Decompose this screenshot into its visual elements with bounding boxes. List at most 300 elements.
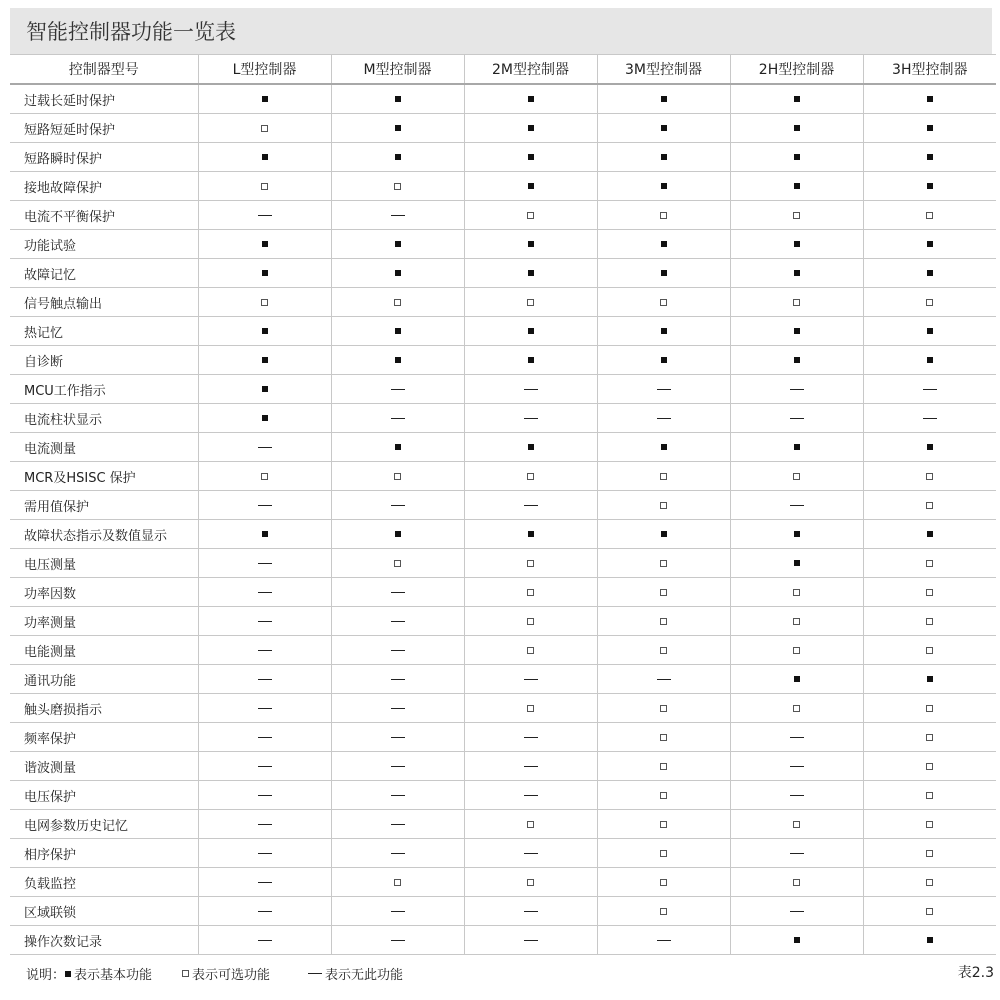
dash-icon — [524, 853, 538, 854]
function-cell — [597, 491, 730, 520]
dash-icon — [524, 795, 538, 796]
function-cell — [730, 201, 863, 230]
function-cell — [331, 201, 464, 230]
filled-square-icon — [262, 328, 268, 334]
filled-square-icon — [794, 154, 800, 160]
function-name: 短路瞬时保护 — [10, 143, 198, 172]
function-cell — [863, 549, 996, 578]
function-cell — [198, 636, 331, 665]
filled-square-icon — [262, 386, 268, 392]
function-name: 过载长延时保护 — [10, 84, 198, 114]
function-cell — [331, 143, 464, 172]
function-name: 电压保护 — [10, 781, 198, 810]
table-row — [10, 636, 996, 665]
filled-square-icon — [661, 444, 667, 450]
function-name: 谐波测量 — [10, 752, 198, 781]
function-cell — [198, 549, 331, 578]
hollow-square-icon — [793, 589, 800, 596]
function-cell — [464, 172, 597, 201]
function-cell — [863, 172, 996, 201]
filled-square-icon — [794, 676, 800, 682]
function-cell — [597, 839, 730, 868]
filled-square-icon — [927, 937, 933, 943]
filled-square-icon — [927, 183, 933, 189]
hollow-square-icon — [793, 647, 800, 654]
function-cell — [464, 636, 597, 665]
dash-icon — [258, 563, 272, 564]
dash-icon — [391, 418, 405, 419]
function-cell — [863, 201, 996, 230]
filled-square-icon — [794, 96, 800, 102]
dash-icon — [790, 389, 804, 390]
function-cell — [464, 752, 597, 781]
function-cell — [597, 375, 730, 404]
filled-square-icon — [927, 125, 933, 131]
filled-square-icon — [395, 357, 401, 363]
hollow-square-icon — [660, 589, 667, 596]
function-cell — [730, 114, 863, 143]
hollow-square-icon — [660, 908, 667, 915]
hollow-square-icon — [660, 618, 667, 625]
table-number: 表2.3 — [957, 965, 994, 981]
function-cell — [863, 288, 996, 317]
page-title: 智能控制器功能一览表 — [26, 20, 236, 44]
function-cell — [597, 897, 730, 926]
function-cell — [597, 404, 730, 433]
function-cell — [331, 317, 464, 346]
function-name: 接地故障保护 — [10, 172, 198, 201]
function-cell — [597, 665, 730, 694]
function-cell — [863, 926, 996, 955]
function-cell — [863, 462, 996, 491]
function-cell — [464, 839, 597, 868]
legend-prefix: 说明： — [26, 968, 66, 983]
function-name: 电能测量 — [10, 636, 198, 665]
dash-icon — [391, 621, 405, 622]
function-cell — [198, 839, 331, 868]
dash-icon — [790, 505, 804, 506]
table-row — [10, 781, 996, 810]
filled-square-icon — [528, 531, 534, 537]
dash-icon — [391, 215, 405, 216]
legend-none-label: 表示无此功能 — [325, 968, 404, 983]
hollow-square-icon — [527, 212, 534, 219]
legend-basic — [65, 964, 152, 983]
function-cell — [331, 752, 464, 781]
function-name: 需用值保护 — [10, 491, 198, 520]
function-cell — [597, 433, 730, 462]
function-cell — [597, 636, 730, 665]
filled-square-icon — [262, 357, 268, 363]
hollow-square-icon — [926, 821, 933, 828]
hollow-square-icon — [926, 792, 933, 799]
hollow-square-icon — [394, 560, 401, 567]
function-cell — [863, 346, 996, 375]
function-cell — [730, 259, 863, 288]
table-row — [10, 84, 996, 114]
table-row — [10, 810, 996, 839]
function-cell — [730, 404, 863, 433]
hollow-square-icon — [660, 821, 667, 828]
hollow-square-icon — [660, 850, 667, 857]
function-table — [10, 54, 996, 955]
function-cell — [597, 84, 730, 114]
column-header-model: 控制器型号 — [10, 55, 198, 85]
function-cell — [198, 230, 331, 259]
hollow-square-icon — [926, 734, 933, 741]
function-name: 功率因数 — [10, 578, 198, 607]
function-cell — [198, 404, 331, 433]
function-cell — [198, 259, 331, 288]
function-cell — [730, 839, 863, 868]
function-cell — [331, 462, 464, 491]
function-cell — [863, 868, 996, 897]
function-cell — [863, 723, 996, 752]
dash-icon — [258, 940, 272, 941]
function-name: 操作次数记录 — [10, 926, 198, 955]
filled-square-icon — [528, 328, 534, 334]
dash-icon — [391, 679, 405, 680]
function-cell — [863, 114, 996, 143]
function-cell — [863, 665, 996, 694]
function-name: 电流不平衡保护 — [10, 201, 198, 230]
table-body — [10, 84, 996, 955]
dash-icon — [391, 853, 405, 854]
table-row — [10, 723, 996, 752]
function-cell — [863, 839, 996, 868]
dash-icon — [524, 940, 538, 941]
function-cell — [464, 491, 597, 520]
function-cell — [863, 259, 996, 288]
filled-square-icon — [528, 444, 534, 450]
column-header-controller: 3H型控制器 — [863, 55, 996, 85]
function-cell — [730, 288, 863, 317]
filled-square-icon — [794, 125, 800, 131]
hollow-square-icon — [660, 879, 667, 886]
dash-icon — [524, 766, 538, 767]
function-cell — [331, 404, 464, 433]
function-cell — [331, 84, 464, 114]
hollow-square-icon — [793, 705, 800, 712]
title-bar — [10, 8, 992, 54]
table-row — [10, 259, 996, 288]
function-cell — [730, 433, 863, 462]
hollow-square-icon — [793, 473, 800, 480]
hollow-square-icon — [926, 908, 933, 915]
function-cell — [730, 665, 863, 694]
dash-icon — [524, 389, 538, 390]
function-name: 电压测量 — [10, 549, 198, 578]
dash-icon — [524, 911, 538, 912]
function-name: 负载监控 — [10, 868, 198, 897]
hollow-square-icon — [261, 183, 268, 190]
function-cell — [464, 230, 597, 259]
column-header-controller: M型控制器 — [331, 55, 464, 85]
function-cell — [464, 375, 597, 404]
dash-icon — [657, 418, 671, 419]
function-cell — [331, 346, 464, 375]
function-cell — [198, 607, 331, 636]
function-cell — [331, 375, 464, 404]
table-row — [10, 143, 996, 172]
function-cell — [198, 84, 331, 114]
hollow-square-icon — [660, 560, 667, 567]
dash-icon — [258, 592, 272, 593]
hollow-square-icon — [793, 618, 800, 625]
filled-square-icon — [927, 328, 933, 334]
function-name: 热记忆 — [10, 317, 198, 346]
dash-icon — [258, 795, 272, 796]
hollow-square-icon — [926, 212, 933, 219]
function-cell — [863, 84, 996, 114]
table-row — [10, 404, 996, 433]
function-cell — [597, 781, 730, 810]
function-cell — [730, 752, 863, 781]
hollow-square-icon — [182, 970, 189, 977]
hollow-square-icon — [527, 647, 534, 654]
function-cell — [863, 404, 996, 433]
hollow-square-icon — [793, 879, 800, 886]
filled-square-icon — [262, 96, 268, 102]
dash-icon — [258, 621, 272, 622]
hollow-square-icon — [926, 763, 933, 770]
function-cell — [863, 491, 996, 520]
function-cell — [730, 549, 863, 578]
hollow-square-icon — [793, 299, 800, 306]
hollow-square-icon — [926, 299, 933, 306]
function-cell — [464, 665, 597, 694]
hollow-square-icon — [793, 821, 800, 828]
function-cell — [730, 636, 863, 665]
hollow-square-icon — [527, 589, 534, 596]
hollow-square-icon — [793, 212, 800, 219]
function-cell — [730, 926, 863, 955]
hollow-square-icon — [660, 734, 667, 741]
hollow-square-icon — [926, 502, 933, 509]
function-cell — [464, 607, 597, 636]
dash-icon — [524, 679, 538, 680]
function-cell — [597, 143, 730, 172]
function-cell — [863, 897, 996, 926]
function-cell — [464, 114, 597, 143]
column-header-controller: 2H型控制器 — [730, 55, 863, 85]
table-row — [10, 172, 996, 201]
function-cell — [863, 317, 996, 346]
legend-none — [308, 964, 403, 983]
function-cell — [198, 723, 331, 752]
function-cell — [198, 172, 331, 201]
filled-square-icon — [395, 444, 401, 450]
filled-square-icon — [661, 125, 667, 131]
function-cell — [863, 230, 996, 259]
table-row — [10, 520, 996, 549]
function-cell — [597, 201, 730, 230]
dash-icon — [790, 737, 804, 738]
function-cell — [198, 143, 331, 172]
function-cell — [597, 752, 730, 781]
table-row — [10, 578, 996, 607]
hollow-square-icon — [926, 647, 933, 654]
function-cell — [198, 926, 331, 955]
function-cell — [730, 172, 863, 201]
hollow-square-icon — [527, 705, 534, 712]
hollow-square-icon — [660, 705, 667, 712]
function-cell — [331, 810, 464, 839]
function-cell — [730, 491, 863, 520]
filled-square-icon — [794, 531, 800, 537]
hollow-square-icon — [394, 473, 401, 480]
function-cell — [198, 897, 331, 926]
hollow-square-icon — [660, 299, 667, 306]
dash-icon — [258, 766, 272, 767]
dash-icon — [391, 389, 405, 390]
table-row — [10, 926, 996, 955]
legend-basic-label: 表示基本功能 — [74, 968, 153, 983]
function-cell — [730, 84, 863, 114]
dash-icon — [790, 795, 804, 796]
table-row — [10, 288, 996, 317]
filled-square-icon — [927, 154, 933, 160]
dash-icon — [391, 650, 405, 651]
function-cell — [198, 346, 331, 375]
function-cell — [730, 346, 863, 375]
dash-icon — [790, 418, 804, 419]
hollow-square-icon — [261, 299, 268, 306]
function-cell — [331, 665, 464, 694]
function-cell — [863, 143, 996, 172]
dash-icon — [391, 505, 405, 506]
function-cell — [198, 665, 331, 694]
function-cell — [198, 462, 331, 491]
table-row — [10, 694, 996, 723]
table-row — [10, 462, 996, 491]
hollow-square-icon — [527, 879, 534, 886]
table-row — [10, 839, 996, 868]
dash-icon — [258, 911, 272, 912]
filled-square-icon — [65, 971, 71, 977]
function-cell — [597, 114, 730, 143]
filled-square-icon — [661, 531, 667, 537]
function-cell — [198, 694, 331, 723]
dash-icon — [790, 853, 804, 854]
filled-square-icon — [927, 96, 933, 102]
filled-square-icon — [661, 183, 667, 189]
function-cell — [597, 926, 730, 955]
function-cell — [464, 201, 597, 230]
function-name: 区域联锁 — [10, 897, 198, 926]
filled-square-icon — [262, 241, 268, 247]
function-cell — [597, 346, 730, 375]
hollow-square-icon — [527, 821, 534, 828]
function-name: 功率测量 — [10, 607, 198, 636]
hollow-square-icon — [394, 299, 401, 306]
hollow-square-icon — [394, 183, 401, 190]
filled-square-icon — [528, 125, 534, 131]
function-cell — [198, 317, 331, 346]
hollow-square-icon — [660, 473, 667, 480]
function-name: 电流柱状显示 — [10, 404, 198, 433]
function-cell — [597, 230, 730, 259]
table-row — [10, 346, 996, 375]
table-row — [10, 549, 996, 578]
function-cell — [863, 636, 996, 665]
function-cell — [198, 520, 331, 549]
table-row — [10, 317, 996, 346]
dash-icon — [391, 592, 405, 593]
function-cell — [331, 549, 464, 578]
function-cell — [597, 549, 730, 578]
function-cell — [464, 897, 597, 926]
function-name: 触头磨损指示 — [10, 694, 198, 723]
function-cell — [198, 433, 331, 462]
function-cell — [730, 607, 863, 636]
dash-icon — [790, 766, 804, 767]
filled-square-icon — [927, 676, 933, 682]
function-cell — [597, 723, 730, 752]
filled-square-icon — [528, 270, 534, 276]
hollow-square-icon — [261, 473, 268, 480]
legend — [26, 964, 403, 983]
hollow-square-icon — [926, 850, 933, 857]
legend-optional — [182, 964, 270, 983]
function-cell — [863, 781, 996, 810]
hollow-square-icon — [926, 618, 933, 625]
filled-square-icon — [395, 96, 401, 102]
function-cell — [331, 723, 464, 752]
hollow-square-icon — [261, 125, 268, 132]
function-cell — [331, 839, 464, 868]
function-cell — [331, 607, 464, 636]
dash-icon — [258, 708, 272, 709]
table-row — [10, 230, 996, 259]
function-cell — [331, 288, 464, 317]
function-cell — [863, 578, 996, 607]
function-name: MCU工作指示 — [10, 375, 198, 404]
filled-square-icon — [794, 241, 800, 247]
function-cell — [464, 694, 597, 723]
function-name: 自诊断 — [10, 346, 198, 375]
function-cell — [464, 723, 597, 752]
hollow-square-icon — [394, 879, 401, 886]
function-cell — [597, 288, 730, 317]
filled-square-icon — [794, 444, 800, 450]
column-header-controller: L型控制器 — [198, 55, 331, 85]
dash-icon — [258, 650, 272, 651]
filled-square-icon — [661, 241, 667, 247]
dash-icon — [258, 447, 272, 448]
function-cell — [198, 810, 331, 839]
hollow-square-icon — [660, 647, 667, 654]
filled-square-icon — [794, 270, 800, 276]
function-cell — [198, 491, 331, 520]
function-cell — [198, 375, 331, 404]
function-name: 电网参数历史记忆 — [10, 810, 198, 839]
function-cell — [198, 288, 331, 317]
function-cell — [597, 259, 730, 288]
dash-icon — [391, 795, 405, 796]
function-cell — [730, 578, 863, 607]
function-cell — [198, 781, 331, 810]
dash-icon — [391, 708, 405, 709]
hollow-square-icon — [660, 502, 667, 509]
function-cell — [730, 868, 863, 897]
filled-square-icon — [528, 96, 534, 102]
function-cell — [597, 607, 730, 636]
function-name: 相序保护 — [10, 839, 198, 868]
filled-square-icon — [528, 154, 534, 160]
filled-square-icon — [661, 270, 667, 276]
function-name: 短路短延时保护 — [10, 114, 198, 143]
